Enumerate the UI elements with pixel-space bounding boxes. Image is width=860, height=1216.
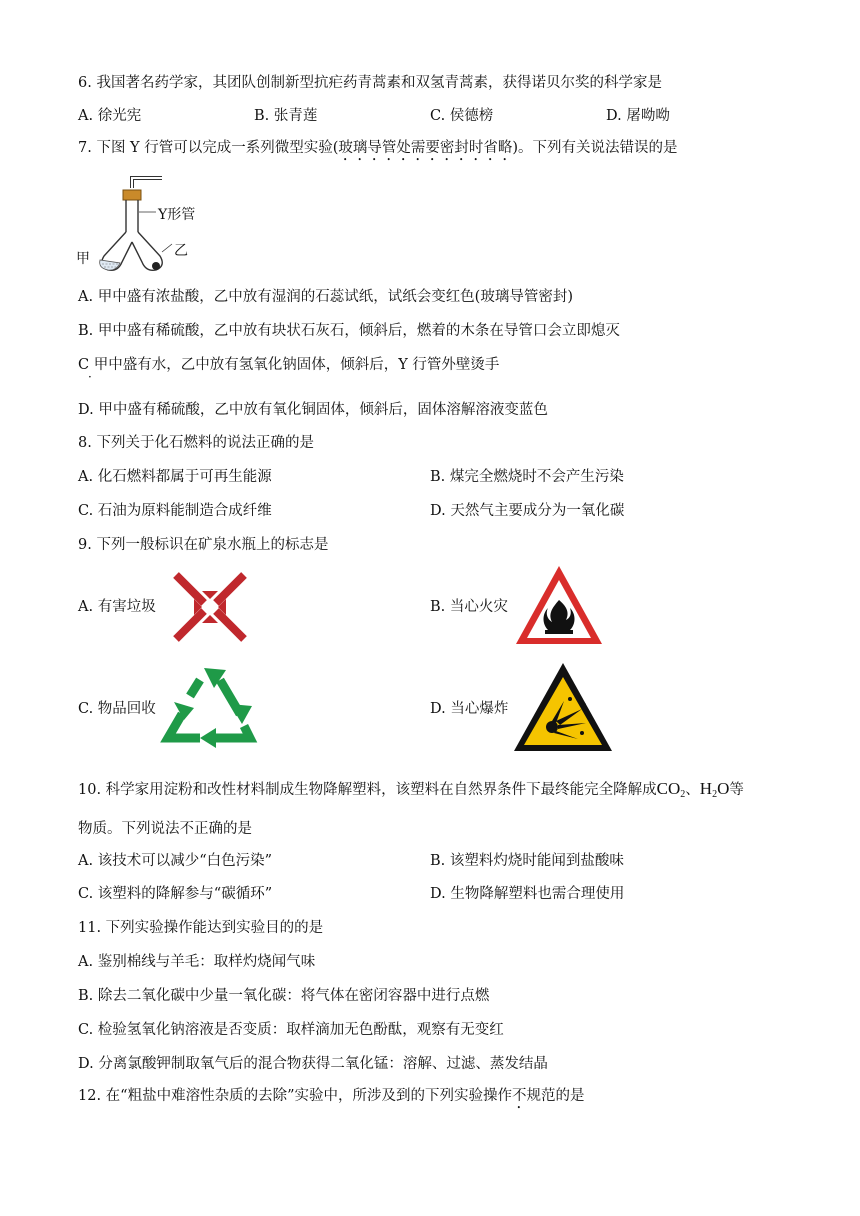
- q10-stem-b: 等: [729, 782, 744, 798]
- co2-formula: [657, 779, 686, 798]
- q12-stem-emphasis: 不: [512, 1088, 527, 1104]
- q10-separator: 、: [685, 782, 700, 798]
- label-jia: 甲: [76, 251, 90, 267]
- y-tube-figure: [76, 170, 206, 278]
- q8-option-a: A. 化石燃料都属于可再生能源: [78, 469, 272, 485]
- recycle-icon: [160, 662, 260, 750]
- q7-stem: [78, 138, 678, 164]
- q7-option-b: B. 甲中盛有稀硫酸，乙中放有块状石灰石，倾斜后，燃着的木条在导管口会立即熄灭: [78, 323, 620, 339]
- q7-stem-before: 7. 下图 Y 行管可以完成一系列微型实验(: [78, 140, 339, 156]
- q8-option-c: C. 石油为原料能制造合成纤维: [78, 503, 272, 519]
- q7-option-c-dot: ·: [88, 370, 92, 384]
- y-tube-label: Y形管: [158, 207, 196, 223]
- q10-stem-line1: [78, 778, 744, 806]
- label-yi: 乙: [174, 243, 188, 259]
- q10-option-c: C. 该塑料的降解参与“碳循环”: [78, 886, 273, 902]
- q9-option-d: D. 当心爆炸: [430, 701, 509, 717]
- q11-option-c: C. 检验氢氧化钠溶液是否变质：取样滴加无色酚酞，观察有无变红: [78, 1022, 504, 1038]
- h2o-o: O: [717, 779, 730, 798]
- explosion-warning-icon: [512, 661, 614, 753]
- q11-option-d: D. 分离氯酸钾制取氧气后的混合物获得二氧化锰：溶解、过滤、蒸发结晶: [78, 1056, 548, 1072]
- h2o-formula: [700, 779, 730, 798]
- q11-option-a: A. 鉴别棉线与羊毛：取样灼烧闻气味: [78, 954, 316, 970]
- q12-stem: [78, 1086, 585, 1112]
- harmful-waste-icon: [172, 571, 248, 643]
- co2-subscript: 2: [680, 789, 686, 800]
- q10-option-b: B. 该塑料灼烧时能闻到盐酸味: [430, 853, 624, 869]
- q11-option-b: B. 除去二氧化碳中少量一氧化碳：将气体在密闭容器中进行点燃: [78, 988, 490, 1004]
- q6-stem: 6. 我国著名药学家，其团队创制新型抗疟药青蒿素和双氢青蒿素，获得诺贝尔奖的科学家是: [78, 75, 662, 91]
- q8-option-b: B. 煤完全燃烧时不会产生污染: [430, 469, 624, 485]
- q6-option-d: D. 屠呦呦: [606, 108, 670, 124]
- q7-option-a: A. 甲中盛有浓盐酸，乙中放有湿润的石蕊试纸，试纸会变红色(玻璃导管密封): [78, 289, 574, 305]
- q7-option-c: C 甲中盛有水，乙中放有氢氧化钠固体，倾斜后，Y 行管外壁烫手: [78, 357, 500, 373]
- q7-stem-emphasis: 玻璃导管处需要密封时省略: [338, 140, 513, 156]
- q11-stem: 11. 下列实验操作能达到实验目的的是: [78, 920, 324, 936]
- q10-stem-line2: 物质。下列说法不正确的是: [78, 821, 252, 837]
- q6-option-b: B. 张青莲: [254, 108, 318, 124]
- fire-warning-icon: [512, 562, 606, 648]
- q7-stem-after: )。下列有关说法错误的是: [512, 140, 678, 156]
- q9-option-b: B. 当心火灾: [430, 599, 508, 615]
- q6-option-c: C. 侯德榜: [430, 108, 494, 124]
- q10-option-a: A. 该技术可以减少“白色污染”: [78, 853, 273, 869]
- q12-stem-before: 12. 在“粗盐中难溶性杂质的去除”实验中，所涉及到的下列实验操作: [78, 1088, 512, 1104]
- q9-stem: 9. 下列一般标识在矿泉水瓶上的标志是: [78, 537, 329, 553]
- q9-option-c: C. 物品回收: [78, 701, 156, 717]
- q9-option-a: A. 有害垃圾: [78, 599, 156, 615]
- q6-option-a: A. 徐光宪: [78, 108, 142, 124]
- q7-option-d: D. 甲中盛有稀硫酸，乙中放有氧化铜固体，倾斜后，固体溶解溶液变蓝色: [78, 402, 548, 418]
- q8-option-d: D. 天然气主要成分为一氧化碳: [430, 503, 625, 519]
- co2-main: CO: [656, 779, 681, 798]
- q8-stem: 8. 下列关于化石燃料的说法正确的是: [78, 435, 314, 451]
- h2o-h: H: [699, 779, 713, 798]
- q12-stem-after: 规范的是: [526, 1088, 585, 1104]
- q10-stem-a: 10. 科学家用淀粉和改性材料制成生物降解塑料，该塑料在自然界条件下最终能完全降解成: [78, 782, 657, 798]
- h2o-subscript: 2: [712, 789, 718, 800]
- q10-option-d: D. 生物降解塑料也需合理使用: [430, 886, 625, 902]
